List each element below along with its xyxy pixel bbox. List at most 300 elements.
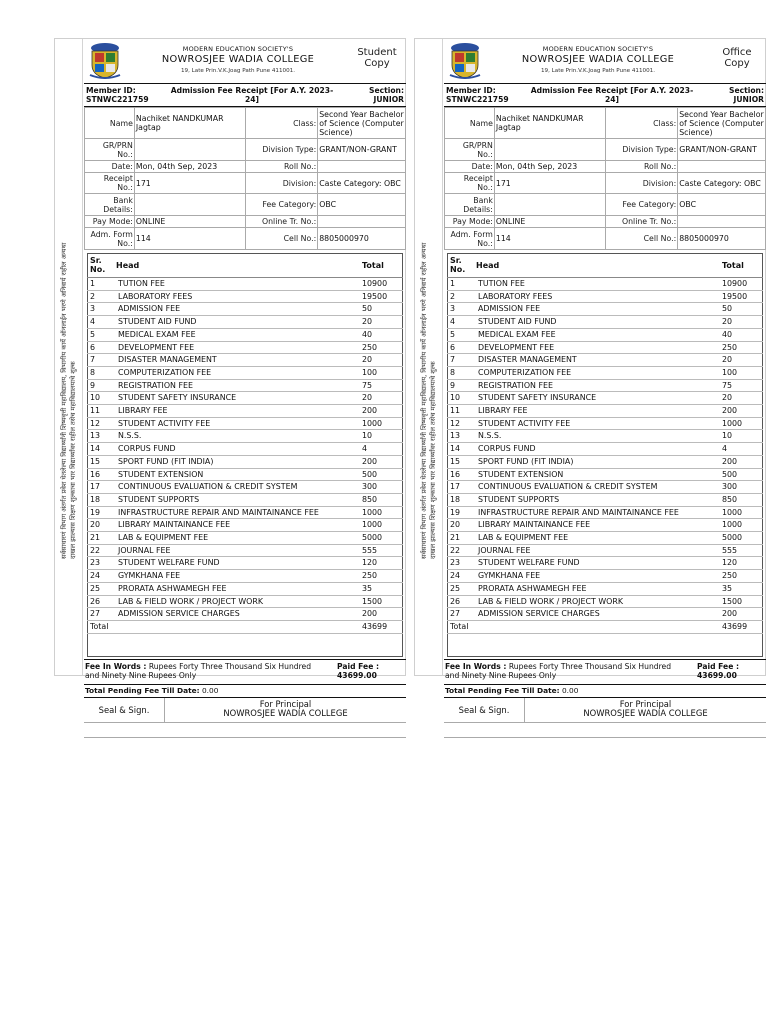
fee-row [88, 328, 403, 341]
fee-row-no: 20 [448, 519, 477, 532]
division-type-value: GRANT/NON-GRANT [678, 139, 766, 161]
fee-table-header [88, 254, 403, 278]
fee-rows [88, 278, 403, 621]
fee-row-head: STUDENT SUPPORTS [476, 493, 720, 506]
fee-row-no: 23 [88, 557, 117, 570]
fee-row-no: 18 [88, 493, 117, 506]
fee-row [88, 493, 403, 506]
principal-college: NOWROSJEE WADIA COLLEGE [223, 708, 348, 719]
fee-row-head: DISASTER MANAGEMENT [476, 354, 720, 367]
fee-row [448, 392, 763, 405]
fee-row-head: STUDENT WELFARE FUND [116, 557, 360, 570]
fee-row [88, 468, 403, 481]
cell-value: 8805000970 [318, 228, 406, 250]
side-note-strip [55, 39, 83, 675]
fee-row [448, 341, 763, 354]
fee-row-total: 500 [360, 468, 403, 481]
fee-row-total: 200 [360, 455, 403, 468]
college-name: NOWROSJEE WADIA COLLEGE [521, 54, 675, 65]
fee-row-no: 8 [448, 366, 477, 379]
fee-row-head: PRORATA ASHWAMEGH FEE [116, 582, 360, 595]
member-id [86, 86, 149, 104]
class-label: Class: [246, 108, 318, 139]
fee-row-total: 100 [360, 366, 403, 379]
header-titles [488, 45, 708, 74]
fee-row-total: 555 [360, 544, 403, 557]
side-note-strip [415, 39, 443, 675]
fee-row-head: DEVELOPMENT FEE [476, 341, 720, 354]
fee-row-head: TUTION FEE [476, 278, 720, 291]
fee-row [88, 455, 403, 468]
division-value: Caste Category: OBC [318, 173, 406, 194]
fee-row [88, 354, 403, 367]
fee-category-value: OBC [318, 194, 406, 216]
paid-fee-value: 43699.00 [337, 670, 377, 680]
fee-row-head: GYMKHANA FEE [476, 570, 720, 583]
fee-row-total: 35 [360, 582, 403, 595]
fee-row-no: 20 [88, 519, 117, 532]
paid-fee-label: Paid Fee : [697, 661, 740, 671]
fee-row-no: 25 [88, 582, 117, 595]
adm-form-label: Adm. Form No.: [85, 228, 135, 250]
fee-row-total: 1000 [360, 519, 403, 532]
adm-form-value: 114 [134, 228, 246, 250]
fee-row [448, 481, 763, 494]
fee-row [88, 557, 403, 570]
fee-row-no: 22 [88, 544, 117, 557]
fee-row-no: 11 [448, 405, 477, 418]
fee-row-no: 11 [88, 405, 117, 418]
fee-in-words [84, 659, 406, 685]
college-crest-icon [447, 41, 483, 79]
fee-row [448, 316, 763, 329]
fee-row-total: 100 [720, 366, 763, 379]
fee-in-words [444, 659, 766, 685]
date-label: Date: [85, 161, 135, 173]
fee-row [88, 481, 403, 494]
fee-row-no: 21 [88, 532, 117, 545]
pending-fee [84, 685, 406, 698]
fee-row-no: 4 [88, 316, 117, 329]
fee-row-head: STUDENT ACTIVITY FEE [476, 417, 720, 430]
fee-row-no: 24 [88, 570, 117, 583]
fee-row [88, 366, 403, 379]
fee-row-head: ADMISSION SERVICE CHARGES [476, 608, 720, 621]
fee-table-spacer [88, 633, 403, 656]
bank-value [134, 194, 246, 216]
fee-row-head: SPORT FUND (FIT INDIA) [476, 455, 720, 468]
fee-row [88, 341, 403, 354]
fee-row-total: 555 [720, 544, 763, 557]
section-value: JUNIOR [373, 95, 404, 104]
fee-row-head: STUDENT SAFETY INSURANCE [476, 392, 720, 405]
student-name: Nachiket NANDKUMAR Jagtap [494, 108, 606, 139]
fee-row [88, 570, 403, 583]
fee-row [448, 532, 763, 545]
fee-row [88, 379, 403, 392]
society-name: MODERN EDUCATION SOCIETY'S [182, 45, 294, 53]
fee-row-total: 4 [360, 443, 403, 456]
signature-row [84, 698, 406, 723]
member-id-label: Member ID: [446, 86, 496, 95]
cell-label: Cell No.: [246, 228, 318, 250]
roll-label: Roll No.: [606, 161, 678, 173]
fee-row-total: 1000 [720, 506, 763, 519]
fee-row [88, 519, 403, 532]
fee-row-total: 1000 [360, 417, 403, 430]
col-head: Head [116, 254, 360, 278]
fee-row-total: 19500 [720, 290, 763, 303]
fee-row-no: 27 [448, 608, 477, 621]
paid-fee-label: Paid Fee : [337, 661, 380, 671]
receipt-body [444, 39, 766, 719]
fee-row-head: LAB & EQUIPMENT FEE [476, 532, 720, 545]
online-tr-label: Online Tr. No.: [606, 216, 678, 228]
fee-row-no: 16 [88, 468, 117, 481]
cell-value: 8805000970 [678, 228, 766, 250]
bank-value [494, 194, 606, 216]
fee-row-head: JOURNAL FEE [116, 544, 360, 557]
fee-row-no: 23 [448, 557, 477, 570]
fee-row-total: 850 [720, 493, 763, 506]
for-principal: For Principal [259, 698, 312, 709]
signature-row [444, 698, 766, 723]
fee-row [88, 608, 403, 621]
copy-label: Office Copy [722, 47, 752, 69]
seal-sign: Seal & Sign. [444, 698, 525, 722]
fee-row-no: 27 [88, 608, 117, 621]
for-principal: For Principal [619, 698, 672, 709]
division-type-label: Division Type: [246, 139, 318, 161]
online-tr-value [318, 216, 406, 228]
fee-row-head: GYMKHANA FEE [116, 570, 360, 583]
section-label: Section: [728, 86, 764, 95]
fee-row [448, 519, 763, 532]
online-tr-value [678, 216, 766, 228]
paid-fee [337, 662, 379, 680]
fee-row-head: INFRASTRUCTURE REPAIR AND MAINTAINANCE FEE [476, 506, 720, 519]
pay-mode-label: Pay Mode: [445, 216, 495, 228]
fee-total-row [448, 620, 763, 633]
fee-rows [448, 278, 763, 621]
copy-label: Student Copy [357, 47, 397, 69]
fee-row [448, 354, 763, 367]
fee-row [88, 405, 403, 418]
fee-row [448, 468, 763, 481]
fee-row-total: 10 [360, 430, 403, 443]
fee-row-head: STUDENT ACTIVITY FEE [116, 417, 360, 430]
date-label: Date: [445, 161, 495, 173]
fee-row-total: 200 [360, 608, 403, 621]
fee-row-total: 200 [360, 405, 403, 418]
fee-row-no: 25 [448, 582, 477, 595]
pending-fee-value: 0.00 [201, 685, 219, 695]
fee-row-head: MEDICAL EXAM FEE [116, 328, 360, 341]
division-label: Division: [246, 173, 318, 194]
fee-row-no: 19 [88, 506, 117, 519]
receipt-meta [84, 84, 406, 107]
fee-table-spacer [448, 633, 763, 656]
fee-total-value: 43699 [720, 620, 763, 633]
division-type-label: Division Type: [606, 139, 678, 161]
date-value: Mon, 04th Sep, 2023 [134, 161, 246, 173]
fee-words [85, 662, 325, 680]
pay-mode-value: ONLINE [494, 216, 606, 228]
fee-row-no: 12 [88, 417, 117, 430]
fee-row-head: COMPUTERIZATION FEE [476, 366, 720, 379]
fee-row-no: 5 [448, 328, 477, 341]
fee-row-head: LABORATORY FEES [476, 290, 720, 303]
fee-row-head: STUDENT SAFETY INSURANCE [116, 392, 360, 405]
fee-row-head: ADMISSION FEE [116, 303, 360, 316]
receipt-title: Admission Fee Receipt [For A.Y. 2023-24] [530, 86, 694, 104]
fee-row-no: 17 [448, 481, 477, 494]
fee-table-header [448, 254, 763, 278]
fee-row-no: 1 [448, 278, 477, 291]
col-sr-no: Sr. No. [448, 254, 477, 278]
fee-row-total: 10900 [720, 278, 763, 291]
col-sr-no: Sr. No. [88, 254, 117, 278]
fee-row-head: CONTINUOUS EVALUATION & CREDIT SYSTEM [476, 481, 720, 494]
receipt-no-value: 171 [134, 173, 246, 194]
fee-row-no: 2 [88, 290, 117, 303]
receipt-header [84, 39, 406, 84]
fee-row-head: MEDICAL EXAM FEE [476, 328, 720, 341]
fee-row [448, 544, 763, 557]
fee-row [448, 303, 763, 316]
fee-row [88, 290, 403, 303]
division-value: Caste Category: OBC [678, 173, 766, 194]
fee-row-total: 40 [360, 328, 403, 341]
fee-words-label: Fee In Words : [445, 661, 507, 671]
fee-words [445, 662, 685, 680]
fee-row-head: STUDENT AID FUND [116, 316, 360, 329]
fee-row-no: 4 [448, 316, 477, 329]
pay-mode-value: ONLINE [134, 216, 246, 228]
signature-blank-row [84, 723, 406, 738]
fee-row-head: STUDENT EXTENSION [116, 468, 360, 481]
receipt-student-copy [54, 38, 406, 719]
class-label: Class: [606, 108, 678, 139]
fee-row [448, 278, 763, 291]
paid-fee [697, 662, 739, 680]
fee-row-no: 12 [448, 417, 477, 430]
fee-category-label: Fee Category: [246, 194, 318, 216]
receipt-header [444, 39, 766, 84]
fee-row [88, 532, 403, 545]
fee-row-head: CORPUS FUND [116, 443, 360, 456]
fee-words-label: Fee In Words : [85, 661, 147, 671]
fee-row-total: 850 [360, 493, 403, 506]
college-crest-icon [87, 41, 123, 79]
fee-row-head: REGISTRATION FEE [116, 379, 360, 392]
gr-value [494, 139, 606, 161]
fee-row-no: 26 [88, 595, 117, 608]
fee-row [448, 443, 763, 456]
division-label: Division: [606, 173, 678, 194]
fee-row-no: 10 [448, 392, 477, 405]
fee-row-total: 300 [720, 481, 763, 494]
fee-total-value: 43699 [360, 620, 403, 633]
fee-row-total: 120 [720, 557, 763, 570]
fee-row-head: COMPUTERIZATION FEE [116, 366, 360, 379]
fee-row-total: 20 [720, 354, 763, 367]
fee-row-total: 1500 [360, 595, 403, 608]
fee-row-head: LAB & FIELD WORK / PROJECT WORK [476, 595, 720, 608]
pending-fee-label: Total Pending Fee Till Date: [445, 685, 560, 695]
fee-row [448, 582, 763, 595]
fee-row-head: STUDENT AID FUND [476, 316, 720, 329]
fee-row [88, 392, 403, 405]
receipt-title: Admission Fee Receipt [For A.Y. 2023-24] [170, 86, 334, 104]
fee-row [448, 608, 763, 621]
fee-row-total: 20 [360, 354, 403, 367]
fee-row [88, 582, 403, 595]
fee-row-total: 5000 [360, 532, 403, 545]
student-info-table [444, 107, 766, 250]
side-note: सर्वसाधारणं विभाग अंतर्गत प्रवेश घेतलेल्या विद्यार्थ्यांनी शिष्यवृत्ती महाविद्यालय, विभागीय कार्ये ऑनलाईन भरणे अनिवार्य राहील अन्यथा दाखल झाल्यास शिक्षण शुल्काचा भार विद्यार्थ्यांवर राहील तसेच महाविद्यालयाचे शुल्क [420, 242, 437, 559]
fee-row-head: CORPUS FUND [476, 443, 720, 456]
class-value: Second Year Bachelor of Science (Computer Science) [679, 109, 764, 137]
fee-row-total: 250 [720, 570, 763, 583]
fee-row-total: 4 [720, 443, 763, 456]
col-total: Total [720, 254, 763, 278]
fee-row [448, 455, 763, 468]
principal-college: NOWROSJEE WADIA COLLEGE [583, 708, 708, 719]
fee-total-label: Total [448, 620, 721, 633]
fee-row [448, 366, 763, 379]
fee-row-head: ADMISSION FEE [476, 303, 720, 316]
name-label: Name [445, 108, 495, 139]
fee-row-head: LIBRARY FEE [116, 405, 360, 418]
section [729, 86, 764, 104]
fee-row-no: 6 [448, 341, 477, 354]
fee-row-no: 19 [448, 506, 477, 519]
fee-row-total: 1000 [360, 506, 403, 519]
fee-row-no: 21 [448, 532, 477, 545]
fee-row-total: 50 [720, 303, 763, 316]
fee-row [88, 506, 403, 519]
class-value: Second Year Bachelor of Science (Computer Science) [319, 109, 404, 137]
fee-row-total: 1500 [720, 595, 763, 608]
fee-row [448, 430, 763, 443]
fee-row-total: 20 [360, 392, 403, 405]
fee-row-total: 5000 [720, 532, 763, 545]
adm-form-label: Adm. Form No.: [445, 228, 495, 250]
fee-words-value: Rupees Forty Three Thousand Six Hundred and Ninety Nine Rupees Only [445, 661, 672, 680]
principal-sign [525, 698, 766, 722]
fee-row-no: 15 [88, 455, 117, 468]
fee-row-head: N.S.S. [116, 430, 360, 443]
fee-row-total: 10900 [360, 278, 403, 291]
bank-label: Bank Details: [445, 194, 495, 216]
roll-value [678, 161, 766, 173]
header-titles [128, 45, 348, 74]
fee-row-total: 200 [720, 455, 763, 468]
member-id-label: Member ID: [86, 86, 136, 95]
signature-blank-row [444, 723, 766, 738]
fee-row-total: 20 [360, 316, 403, 329]
pay-mode-label: Pay Mode: [85, 216, 135, 228]
fee-row-total: 250 [360, 341, 403, 354]
principal-sign [165, 698, 406, 722]
fee-row-total: 1000 [720, 417, 763, 430]
fee-row-total: 20 [720, 316, 763, 329]
fee-row-no: 9 [88, 379, 117, 392]
fee-row-head: LIBRARY FEE [476, 405, 720, 418]
fee-row [448, 506, 763, 519]
fee-row-head: ADMISSION SERVICE CHARGES [116, 608, 360, 621]
seal-sign: Seal & Sign. [84, 698, 165, 722]
fee-row [448, 557, 763, 570]
fee-row-head: REGISTRATION FEE [476, 379, 720, 392]
fee-row-no: 18 [448, 493, 477, 506]
fee-row-total: 250 [360, 570, 403, 583]
fee-row [88, 316, 403, 329]
fee-row-no: 3 [88, 303, 117, 316]
college-name: NOWROSJEE WADIA COLLEGE [161, 54, 315, 65]
date-value: Mon, 04th Sep, 2023 [494, 161, 606, 173]
fee-row [88, 430, 403, 443]
fee-row [88, 278, 403, 291]
fee-row-head: SPORT FUND (FIT INDIA) [116, 455, 360, 468]
cell-label: Cell No.: [606, 228, 678, 250]
fee-row-no: 10 [88, 392, 117, 405]
receipt-body [84, 39, 406, 719]
fee-row [448, 405, 763, 418]
gr-label: GR/PRN No.: [85, 139, 135, 161]
col-head: Head [476, 254, 720, 278]
fee-row-head: TUTION FEE [116, 278, 360, 291]
fee-row-head: LAB & EQUIPMENT FEE [116, 532, 360, 545]
fee-row-total: 500 [720, 468, 763, 481]
fee-row-no: 15 [448, 455, 477, 468]
fee-row [88, 417, 403, 430]
fee-row-no: 9 [448, 379, 477, 392]
fee-row [88, 303, 403, 316]
fee-row-no: 13 [88, 430, 117, 443]
fee-row-no: 1 [88, 278, 117, 291]
fee-row-head: N.S.S. [476, 430, 720, 443]
receipt-no-value: 171 [494, 173, 606, 194]
fee-row-no: 16 [448, 468, 477, 481]
fee-row-head: STUDENT SUPPORTS [116, 493, 360, 506]
fee-row-total: 50 [360, 303, 403, 316]
fee-table [447, 253, 763, 657]
fee-row-total: 75 [720, 379, 763, 392]
fee-row-head: LIBRARY MAINTAINANCE FEE [476, 519, 720, 532]
fee-row [88, 544, 403, 557]
society-name: MODERN EDUCATION SOCIETY'S [542, 45, 654, 53]
fee-total-label: Total [88, 620, 361, 633]
fee-row-no: 22 [448, 544, 477, 557]
fee-total-row [88, 620, 403, 633]
fee-row [448, 570, 763, 583]
fee-category-value: OBC [678, 194, 766, 216]
fee-row-total: 250 [720, 341, 763, 354]
member-id-value: STNWC221759 [86, 95, 149, 104]
fee-row-no: 3 [448, 303, 477, 316]
member-id [446, 86, 509, 104]
fee-row-no: 5 [88, 328, 117, 341]
fee-row-no: 8 [88, 366, 117, 379]
paid-fee-value: 43699.00 [697, 670, 737, 680]
fee-row-head: LIBRARY MAINTAINANCE FEE [116, 519, 360, 532]
gr-label: GR/PRN No.: [445, 139, 495, 161]
pending-fee [444, 685, 766, 698]
fee-row-total: 10 [720, 430, 763, 443]
col-total: Total [360, 254, 403, 278]
